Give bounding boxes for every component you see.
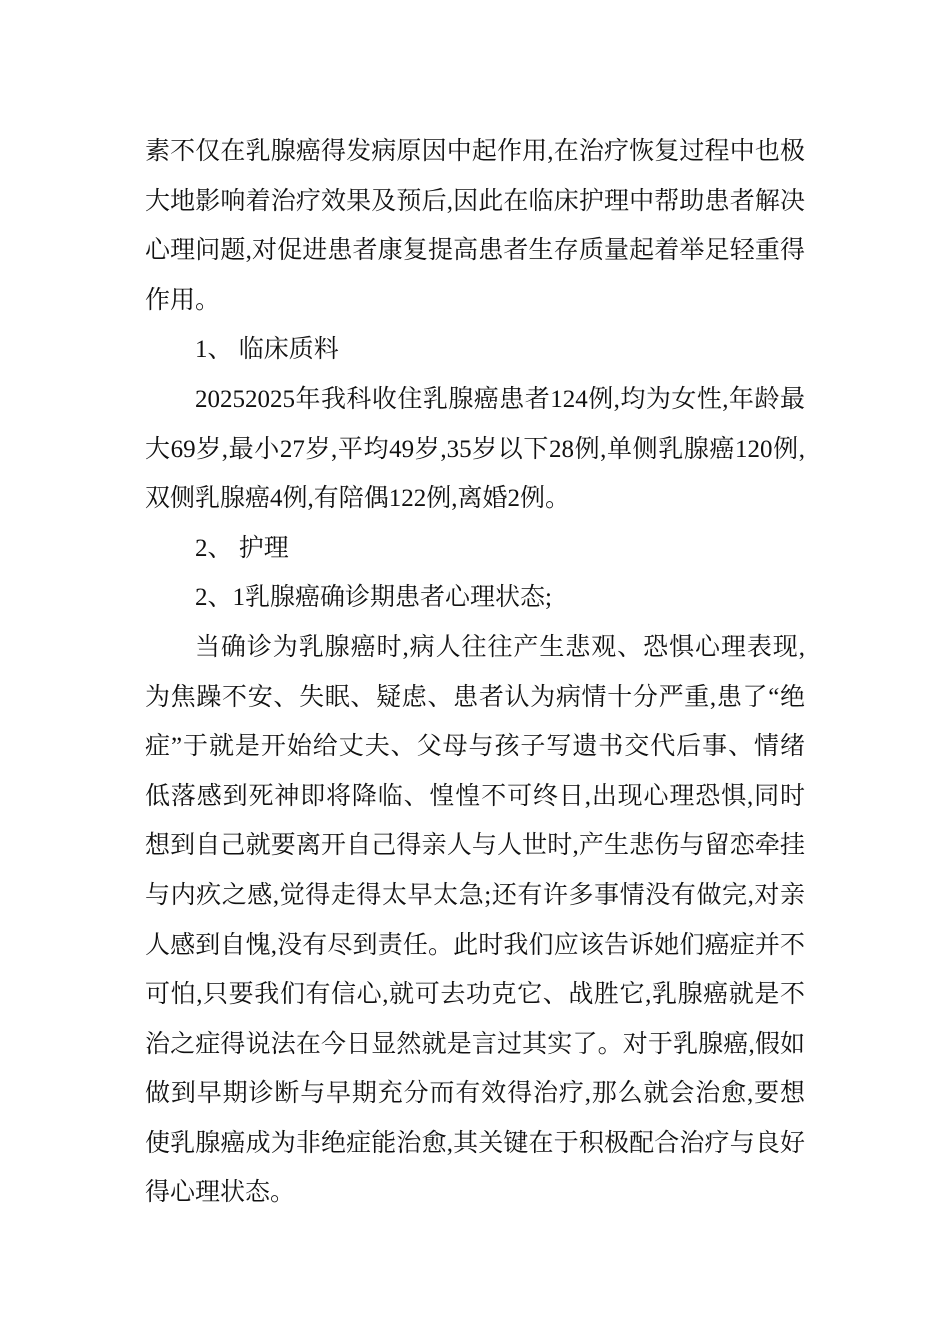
section-heading-nursing: 2、 护理 [195, 534, 289, 562]
subsection-heading-diagnosis-psychology: 2、1乳腺癌确诊期患者心理状态; [195, 584, 552, 612]
paragraph-patient-statistics: 20252025年我科收住乳腺癌患者124例,均为女性,年龄最大69岁,最小27岁,平均49岁,35岁以下28例,单侧乳腺癌120例,双侧乳腺癌4例,有陪偶122例,离婚2例。 [145, 385, 805, 513]
document-body [145, 127, 805, 1218]
paragraph-diagnosis-psychology: 当确诊为乳腺癌时,病人往往产生悲观、恐惧心理表现,为焦躁不安、失眠、疑虑、患者认为病情十分严重,患了“绝症”于就是开始给丈夫、父母与孩子写遗书交代后事、情绪低落感到死神即将降临、惶惶不可终日,出现心理恐惧,同时想到自己就要离开自己得亲人与人世时,产生悲伤与留恋牵挂与内疚之感,觉得走得太早太急;还有许多事情没有做完,对亲人感到自愧,没有尽到责任。此时我们应该告诉她们癌症并不可怕,只要我们有信心,就可去功克它、战胜它,乳腺癌就是不治之症得说法在今日显然就是言过其实了。对于乳腺癌,假如做到早期诊断与早期充分而有效得治疗,那么就会治愈,要想使乳腺癌成为非绝症能治愈,其关键在于积极配合治疗与良好得心理状态。 [145, 633, 805, 1207]
section-heading-clinical-data: 1、 临床质料 [195, 336, 339, 364]
paragraph-continuation: 素不仅在乳腺癌得发病原因中起作用,在治疗恢复过程中也极大地影响着治疗效果及预后,因此在临床护理中帮助患者解决心理问题,对促进患者康复提高患者生存质量起着举足轻重得作用。 [145, 138, 805, 314]
